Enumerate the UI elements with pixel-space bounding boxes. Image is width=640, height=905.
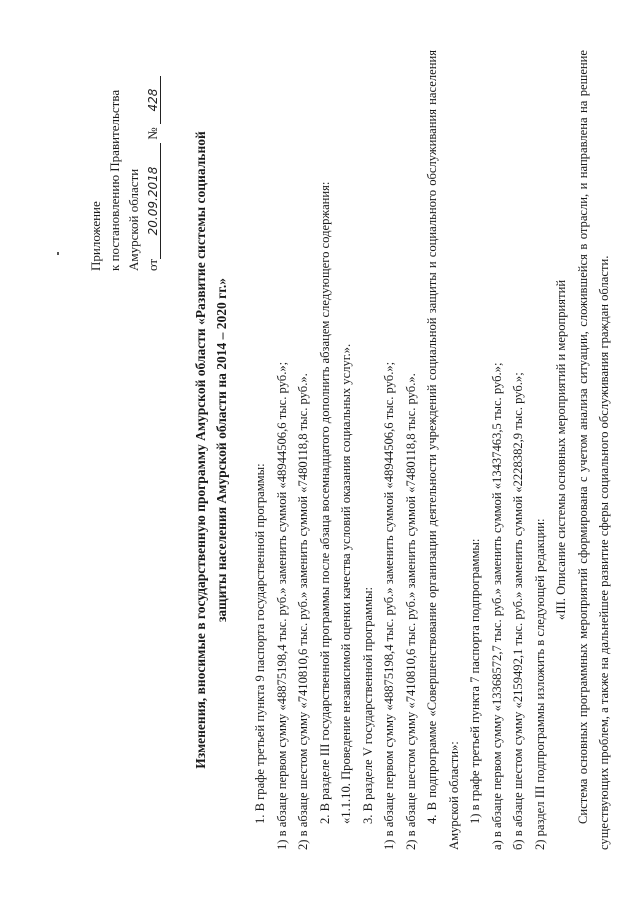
paragraph-2: 1) в абзаце первом сумму «48875198,4 тыс. руб.» заменить суммой «48944506,6 тыс. руб.»; xyxy=(274,361,289,850)
appendix-label: Приложение xyxy=(88,201,103,271)
title-line-2: защиты населения Амурской области на 2014 – 2020 гг.» xyxy=(214,278,229,622)
document-title xyxy=(190,55,232,845)
paragraph-11: а) в абзаце первом сумму «13368572,7 тыс. руб.» заменить суммой «13437463,5 тыс. руб.»; xyxy=(489,362,504,850)
paragraph-3: 2) в абзаце шестом сумму «7410810,6 тыс. руб.» заменить суммой «7480118,8 тыс. руб.». xyxy=(296,373,310,850)
appendix-decree-line: к постановлению Правительства xyxy=(107,89,122,271)
section-heading: «III. Описание системы основных мероприятий и мероприятий xyxy=(554,279,568,621)
paragraph-4: 2. В разделе III государственной программы после абзаца восемнадцатого дополнить абзацем следующего содержания: xyxy=(317,181,332,824)
number-prefix: № xyxy=(145,127,160,140)
paragraph-10: 1) в графе третьей пункта 7 паспорта подпрограммы: xyxy=(468,538,482,824)
appendix-date-number-line xyxy=(143,31,162,271)
scan-speck xyxy=(57,252,59,255)
paragraph-1: 1. В графе третьей пункта 9 паспорта государственной программы: xyxy=(253,463,267,824)
handwritten-date: 20.09.2018 xyxy=(146,143,161,259)
paragraph-9: 4. В подпрограмме «Совершенствование организации деятельности учреждений социальной защиты и социального обслуживания населения Амурской области»: xyxy=(425,50,461,850)
appendix-header xyxy=(86,31,162,271)
paragraph-12: б) в абзаце шестом сумму «2159492,1 тыс. руб.» заменить суммой «2228382,9 тыс. руб.»; xyxy=(511,372,525,850)
paragraph-5: «1.1.10. Проведение независимой оценки качества условий оказания социальных услуг.». xyxy=(339,343,353,824)
date-prefix: от xyxy=(145,258,160,271)
title-line-1: Изменения, вносимые в государственную программу Амурской области «Развитие системы социальной xyxy=(193,131,208,769)
document-body xyxy=(250,50,616,850)
paragraph-15: Система основных программных мероприятий сформирована с учетом анализа ситуации, сложившейся в отрасли, и направлена на решение существующих проблем, а также на дальнейшее развитие сферы социального обслуживания граждан области. xyxy=(575,50,611,850)
handwritten-number: 428 xyxy=(146,76,161,124)
paragraph-6: 3. В разделе V государственной программы: xyxy=(360,587,375,824)
paragraph-8: 2) в абзаце шестом сумму «7410810,6 тыс. руб.» заменить суммой «7480118,8 тыс. руб.». xyxy=(403,373,418,850)
paragraph-13: 2) раздел III подпрограммы изложить в следующей редакции: xyxy=(532,518,547,850)
paragraph-7: 1) в абзаце первом сумму «48875198,4 тыс. руб.» заменить суммой «48944506,6 тыс. руб.»; xyxy=(382,361,396,850)
appendix-region-line: Амурской области xyxy=(126,168,141,271)
